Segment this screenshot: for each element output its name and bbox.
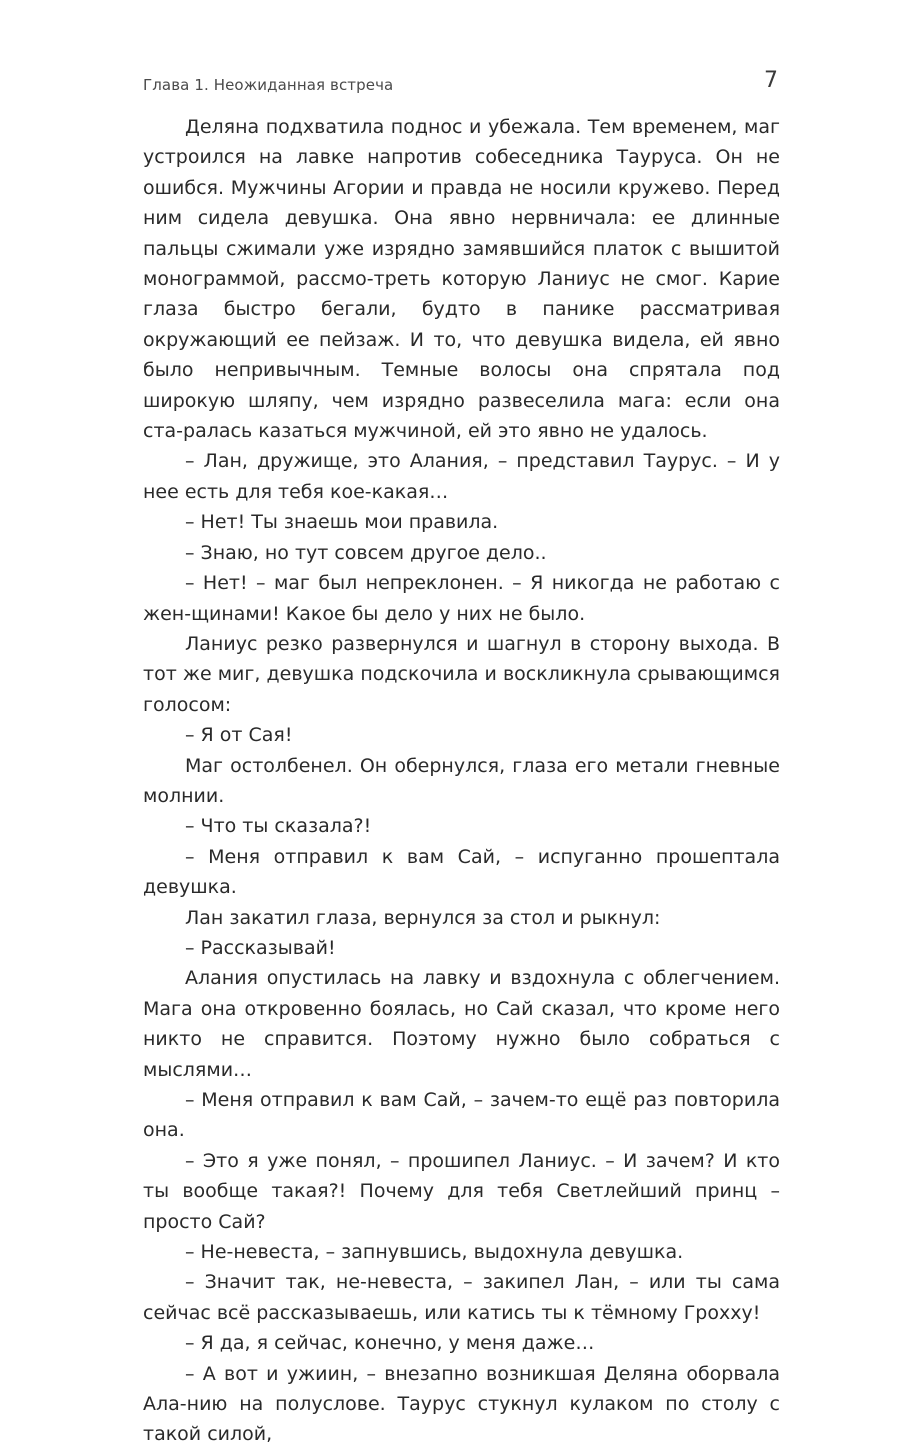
paragraph: – Нет! Ты знаешь мои правила. (185, 511, 499, 534)
paragraph: Деляна подхватила поднос и убежала. Тем временем, маг устроился на лавке напротив собеседника Тауруса. Он не ошибся. Мужчины Агории и правда не носили кружево. Перед ним сидела девушка. Она явно нервничала: ее длинные пальцы сжимали уже изрядно замявшийся платок с вышитой монограммой, рассмо-треть которую Ланиус не смог. Карие глаза быстро бегали, будто в панике рассматривая окружающий ее пейзаж. И то, что девушка видела, ей явно было непривычным. Темные волосы она спрятала под широкую шляпу, чем изрядно развеселила мага: если она ста-ралась казаться мужчиной, ей это явно не удалось. (143, 116, 780, 443)
paragraph: – Что ты сказала?! (185, 815, 372, 838)
paragraph: – Не-невеста, – запнувшись, выдохнула девушка. (185, 1241, 684, 1264)
paragraph: Алания опустилась на лавку и вздохнула с облегчением. Мага она откровенно боялась, но Сай сказал, что кроме него никто не справится. Поэтому нужно было собраться с мыслями… (143, 967, 780, 1081)
paragraph: – Меня отправил к вам Сай, – зачем-то ещё раз повторила она. (143, 1089, 780, 1142)
page-number: 7 (764, 68, 778, 93)
body-text (143, 112, 780, 1450)
paragraph: – Знаю, но тут совсем другое дело.. (185, 541, 547, 564)
paragraph: – Нет! – маг был непреклонен. – Я никогда не работаю с жен-щинами! Какое бы дело у них не было. (143, 572, 780, 625)
paragraph: – Значит так, не-невеста, – закипел Лан, – или ты сама сейчас всё рассказываешь, или катись ты к тёмному Грохху! (143, 1271, 780, 1324)
paragraph: – Я да, я сейчас, конечно, у меня даже… (185, 1332, 595, 1355)
paragraph: Ланиус резко развернулся и шагнул в сторону выхода. В тот же миг, девушка подскочила и воскликнула срывающимся голосом: (143, 632, 780, 716)
paragraph: – Рассказывай! (185, 936, 336, 959)
paragraph: – Я от Сая! (185, 724, 293, 747)
paragraph: Маг остолбенел. Он обернулся, глаза его метали гневные молнии. (143, 754, 780, 807)
paragraph: – Меня отправил к вам Сай, – испуганно прошептала девушка. (143, 845, 780, 899)
paragraph: – Лан, дружище, это Алания, – представил Таурус. – И у нее есть для тебя кое-какая… (143, 450, 780, 503)
paragraph: – А вот и ужиин, – внезапно возникшая Деляна оборвала Ала-нию на полуслове. Таурус стукнул кулаком по столу с такой силой, (143, 1362, 780, 1446)
running-title: Глава 1. Неожиданная встреча (143, 76, 394, 94)
paragraph: Лан закатил глаза, вернулся за стол и рыкнул: (185, 906, 661, 929)
paragraph: – Это я уже понял, – прошипел Ланиус. – И зачем? И кто ты вообще такая?! Почему для тебя Светлейший принц – просто Сай? (143, 1149, 780, 1233)
